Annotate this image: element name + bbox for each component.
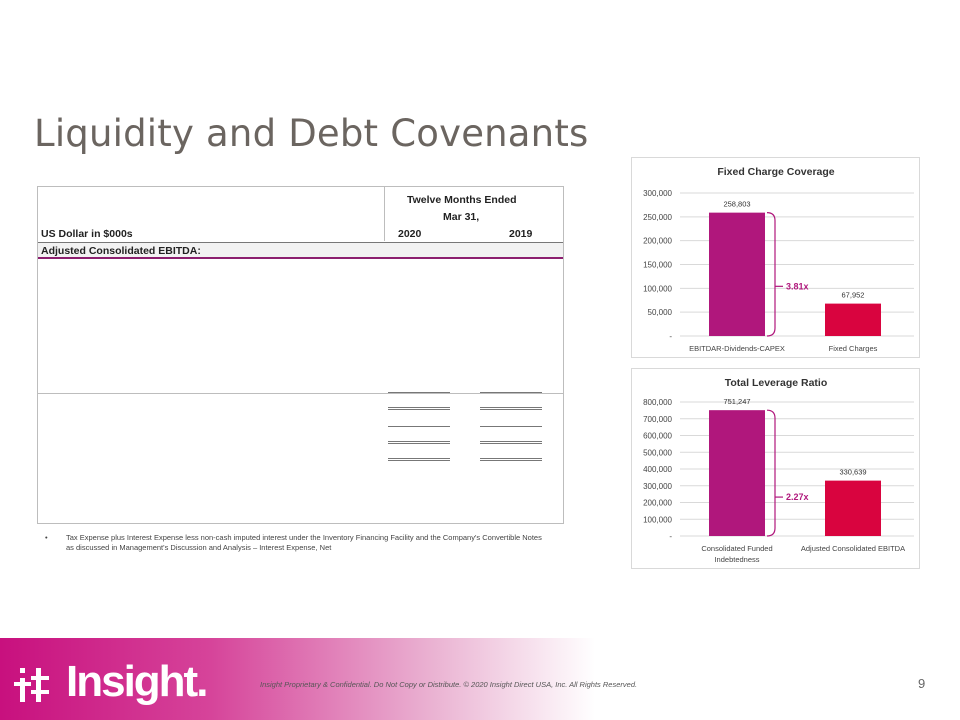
underline-2019 — [480, 458, 542, 459]
y-tick-label: 150,000 — [643, 260, 672, 270]
ratio-bracket — [767, 410, 775, 536]
y-tick-label: 300,000 — [643, 189, 672, 198]
double-underline-2019 — [480, 409, 542, 410]
x-tick-label: Consolidated Funded — [701, 544, 773, 553]
total-leverage-ratio-chart — [631, 368, 920, 569]
x-tick-label-line2: Indebtedness — [714, 555, 760, 564]
unit-label: US Dollar in $000s — [41, 228, 133, 240]
insight-logo-text: Insight. — [66, 657, 207, 706]
y-tick-label: 50,000 — [647, 308, 672, 318]
period-header: Twelve Months Ended — [407, 194, 517, 206]
bar — [709, 213, 765, 336]
y-tick-label: 500,000 — [643, 448, 672, 458]
underline-2020 — [388, 458, 450, 459]
y-tick-label: - — [669, 532, 672, 541]
y-tick-label: 700,000 — [643, 414, 672, 424]
bar — [825, 304, 881, 336]
fixed-charge-coverage-svg — [632, 158, 921, 359]
underline-2019 — [480, 441, 542, 442]
rule-2019 — [480, 426, 542, 427]
col-header-2020: 2020 — [398, 228, 422, 240]
y-tick-label: 200,000 — [643, 498, 672, 508]
page-number: 9 — [918, 676, 926, 691]
ratio-bracket — [767, 213, 775, 336]
y-tick-label: 300,000 — [643, 481, 672, 491]
y-tick-label: 800,000 — [643, 398, 672, 407]
double-underline-2020 — [388, 409, 450, 410]
page-title: Liquidity and Debt Covenants — [34, 112, 589, 155]
chart-title: Fixed Charge Coverage — [717, 166, 835, 178]
x-tick-label: EBITDAR-Dividends-CAPEX — [689, 344, 785, 353]
x-tick-label: Fixed Charges — [828, 344, 878, 353]
ratio-annotation: 2.27x — [786, 492, 809, 503]
y-tick-label: - — [669, 332, 672, 341]
row-divider — [38, 393, 563, 394]
fixed-charge-coverage-chart — [631, 157, 920, 358]
ratio-annotation: 3.81x — [786, 281, 809, 292]
col-header-2019: 2019 — [509, 228, 533, 240]
footnote-text: Tax Expense plus Interest Expense less non-cash imputed interest under the Inventory Financing Facility and the Company's Convertible Notes as discussed in Management's Discussion and Analysis – Interest Expense, Net — [66, 533, 542, 552]
x-tick-label: Adjusted Consolidated EBITDA — [800, 544, 906, 553]
y-tick-label: 600,000 — [643, 431, 672, 441]
chart-title: Total Leverage Ratio — [724, 377, 828, 389]
double-underline-2019 — [480, 460, 542, 461]
underline-2020 — [388, 407, 450, 408]
covenant-table — [37, 186, 564, 524]
underline-2019 — [480, 407, 542, 408]
rule-2020 — [388, 443, 450, 444]
rule-2020 — [388, 426, 450, 427]
y-tick-label: 100,000 — [643, 284, 672, 294]
insight-logo-icon — [14, 656, 58, 708]
period-sub-header: Mar 31, — [443, 211, 480, 223]
y-tick-label: 200,000 — [643, 236, 672, 246]
total-leverage-ratio-svg — [632, 369, 921, 570]
data-label: 258,803 — [723, 199, 751, 209]
data-label: 67,952 — [841, 290, 865, 300]
rule-2019 — [480, 443, 542, 444]
bar — [825, 481, 881, 536]
y-tick-label: 250,000 — [643, 212, 672, 222]
bar — [709, 410, 765, 536]
underline-2020 — [388, 441, 450, 442]
data-label: 330,639 — [839, 467, 867, 477]
data-label: 751,247 — [723, 397, 751, 407]
y-tick-label: 400,000 — [643, 465, 672, 474]
y-tick-label: 100,000 — [643, 515, 672, 525]
section-header: Adjusted Consolidated EBITDA: — [41, 245, 201, 257]
confidentiality-notice: Insight Proprietary & Confidential. Do Not Copy or Distribute. © 2020 Insight Direct USA, Inc. All Rights Reserved. — [260, 680, 638, 689]
double-underline-2020 — [388, 460, 450, 461]
insight-logo — [14, 656, 207, 708]
footnote-bullet: • — [45, 533, 48, 542]
